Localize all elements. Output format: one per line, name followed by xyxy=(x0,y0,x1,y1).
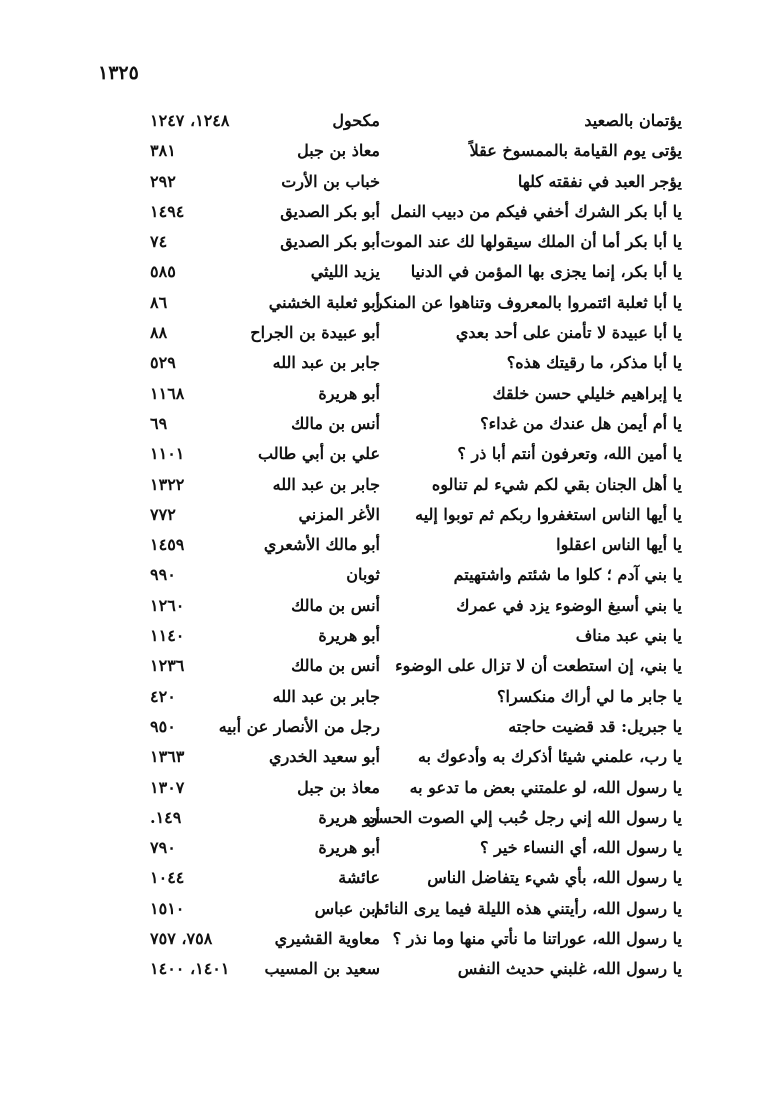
index-row xyxy=(0,651,760,681)
narrator-name: أبو بكر الصديق xyxy=(280,201,380,221)
hadith-number: ١٣٦٣ xyxy=(150,747,185,767)
narrator-name: خباب بن الأرت xyxy=(281,171,380,191)
hadith-text: يا رسول الله، رأيتني هذه الليلة فيما يرى النائم xyxy=(374,898,682,918)
hadith-number: ١٠٤٤ xyxy=(150,868,185,888)
hadith-text: يا رسول الله، أي النساء خير ؟ xyxy=(480,838,682,858)
hadith-number: ٧٩٠ xyxy=(150,838,176,858)
hadith-number: ١٤٩. xyxy=(150,807,182,827)
hadith-number: ١٢٤٨، ١٢٤٧ xyxy=(150,111,230,130)
hadith-text: يا رب، علمني شيئا أذكرك به وأدعوك به xyxy=(417,747,682,767)
narrator-name: أبو هريرة xyxy=(318,383,380,403)
hadith-text: يا أبا بكر الشرك أخفي فيكم من دبيب النمل xyxy=(390,201,682,221)
hadith-index-table xyxy=(0,106,760,985)
index-row xyxy=(0,530,760,560)
narrator-name: الأغر المزني xyxy=(298,504,380,524)
hadith-number: ١٢٦٠ xyxy=(150,595,185,615)
narrator-name: معاوية القشيري xyxy=(274,929,380,949)
index-row xyxy=(0,773,760,803)
hadith-number: ٣٨١ xyxy=(150,141,176,161)
hadith-text: يا أبا بكر، إنما يجزى بها المؤمن في الدنيا xyxy=(410,262,682,282)
narrator-name: معاذ بن جبل xyxy=(297,141,380,161)
narrator-name: ابن عباس xyxy=(314,898,380,918)
index-row xyxy=(0,591,760,621)
index-row xyxy=(0,803,760,833)
hadith-number: ١٣٠٧ xyxy=(150,777,185,797)
narrator-name: أبو هريرة xyxy=(318,626,380,646)
hadith-number: ١٤٩٤ xyxy=(150,201,185,221)
index-row xyxy=(0,682,760,712)
hadith-number: ١١٤٠ xyxy=(150,626,185,646)
narrator-name: أبو سعيد الخدري xyxy=(269,747,380,767)
index-row xyxy=(0,439,760,469)
index-row xyxy=(0,924,760,954)
hadith-text: يا رسول الله، عوراتنا ما نأتي منها وما نذر ؟ xyxy=(392,929,682,949)
hadith-number: ٧٧٢ xyxy=(150,504,176,524)
narrator-name: جابر بن عبد الله xyxy=(272,353,380,373)
hadith-number: ٤٢٠ xyxy=(150,686,176,706)
hadith-number: ٥٨٥ xyxy=(150,262,176,282)
narrator-name: أنس بن مالك xyxy=(291,413,380,433)
index-row xyxy=(0,742,760,772)
hadith-number: ١٤٠١، ١٤٠٠ xyxy=(150,959,230,979)
hadith-number: ١٤٥٩ xyxy=(150,535,185,555)
hadith-text: يا جبريل: قد قضيت حاجته xyxy=(508,716,682,736)
index-row xyxy=(0,318,760,348)
narrator-name: رجل من الأنصار عن أبيه xyxy=(218,716,380,736)
hadith-number: ٥٢٩ xyxy=(150,353,176,373)
hadith-text: يا رسول الله إني رجل حُبب إلي الصوت الحسن xyxy=(366,807,682,827)
narrator-name: أبو عبيدة بن الجراح xyxy=(250,323,380,343)
narrator-name: جابر بن عبد الله xyxy=(272,686,380,706)
narrator-name: سعيد بن المسيب xyxy=(264,959,380,979)
hadith-text: يا أمين الله، وتعرفون أنتم أبا ذر ؟ xyxy=(457,444,682,464)
hadith-number: ٧٥٨، ٧٥٧ xyxy=(150,929,213,949)
index-row xyxy=(0,560,760,590)
hadith-text: يا أهل الجنان بقي لكم شيء لم تنالوه xyxy=(431,474,682,494)
hadith-text: يا رسول الله، غلبني حديث النفس xyxy=(457,959,682,979)
narrator-name: أبو بكر الصديق xyxy=(280,232,380,252)
hadith-text: يا بني عبد مناف xyxy=(575,626,682,646)
index-row xyxy=(0,833,760,863)
index-row xyxy=(0,621,760,651)
narrator-name: يزيد الليثي xyxy=(310,262,380,282)
hadith-number: ٩٥٠ xyxy=(150,716,176,736)
index-row xyxy=(0,954,760,984)
narrator-name: معاذ بن جبل xyxy=(297,777,380,797)
index-row xyxy=(0,712,760,742)
index-row xyxy=(0,409,760,439)
index-row xyxy=(0,379,760,409)
hadith-text: يؤجر العبد في نفقته كلها xyxy=(517,171,682,191)
index-row xyxy=(0,257,760,287)
hadith-text: يا رسول الله، لو علمتني بعض ما تدعو به xyxy=(409,777,682,797)
index-row xyxy=(0,227,760,257)
hadith-text: يا بني آدم ؛ كلوا ما شئتم واشتهيتم xyxy=(453,565,682,585)
narrator-name: علي بن أبي طالب xyxy=(258,444,380,464)
hadith-number: ١٢٣٦ xyxy=(150,656,185,676)
index-row xyxy=(0,470,760,500)
index-row xyxy=(0,136,760,166)
index-row xyxy=(0,348,760,378)
hadith-text: يا أبا ثعلبة ائتمروا بالمعروف وتناهوا عن المنكر xyxy=(374,292,682,312)
hadith-number: ٨٨ xyxy=(150,323,168,343)
hadith-number: ٦٩ xyxy=(150,413,168,433)
hadith-number: ٢٩٢ xyxy=(150,171,176,191)
hadith-text: يا جابر ما لي أراك منكسرا؟ xyxy=(497,686,682,706)
index-row xyxy=(0,288,760,318)
narrator-name: مكحول xyxy=(332,111,380,130)
narrator-name: جابر بن عبد الله xyxy=(272,474,380,494)
hadith-text: يا رسول الله، بأي شيء يتفاضل الناس xyxy=(427,868,682,888)
hadith-text: يؤتمان بالصعيد xyxy=(584,111,682,130)
index-row xyxy=(0,106,760,136)
hadith-number: ١١٠١ xyxy=(150,444,185,464)
hadith-number: ٩٩٠ xyxy=(150,565,176,585)
hadith-text: يا أبا عبيدة لا تأمنن على أحد بعدي xyxy=(455,323,682,343)
page-number: ١٣٢٥ xyxy=(98,62,139,84)
hadith-text: يا أبا بكر أما أن الملك سيقولها لك عند الموت xyxy=(380,232,682,252)
index-row xyxy=(0,167,760,197)
hadith-text: يا أم أيمن هل عندك من غداء؟ xyxy=(480,413,682,433)
index-row xyxy=(0,197,760,227)
narrator-name: أبو هريرة xyxy=(318,807,380,827)
hadith-number: ١٣٢٢ xyxy=(150,474,185,494)
narrator-name: أبو مالك الأشعري xyxy=(263,535,380,555)
index-row xyxy=(0,500,760,530)
narrator-name: أنس بن مالك xyxy=(291,595,380,615)
narrator-name: أبو هريرة xyxy=(318,838,380,858)
hadith-number: ١٥١٠ xyxy=(150,898,185,918)
hadith-text: يا أبا مذكر، ما رقيتك هذه؟ xyxy=(506,353,682,373)
hadith-text: يا أيها الناس اعقلوا xyxy=(556,535,682,555)
narrator-name: ثوبان xyxy=(346,565,380,585)
narrator-name: أبو ثعلبة الخشني xyxy=(268,292,380,312)
hadith-text: يا بني، إن استطعت أن لا تزال على الوضوء xyxy=(395,656,682,676)
hadith-number: ٨٦ xyxy=(150,292,168,312)
narrator-name: عائشة xyxy=(338,868,380,888)
narrator-name: أنس بن مالك xyxy=(291,656,380,676)
hadith-text: يا أيها الناس استغفروا ربكم ثم توبوا إليه xyxy=(415,504,682,524)
hadith-text: يا بني أسبغ الوضوء يزد في عمرك xyxy=(456,595,682,615)
index-row xyxy=(0,894,760,924)
hadith-number: ٧٤ xyxy=(150,232,168,252)
index-row xyxy=(0,863,760,893)
hadith-text: يؤتى يوم القيامة بالممسوخ عقلاً xyxy=(469,141,682,161)
hadith-text: يا إبراهيم خليلي حسن خلقك xyxy=(492,383,682,403)
hadith-number: ١١٦٨ xyxy=(150,383,185,403)
